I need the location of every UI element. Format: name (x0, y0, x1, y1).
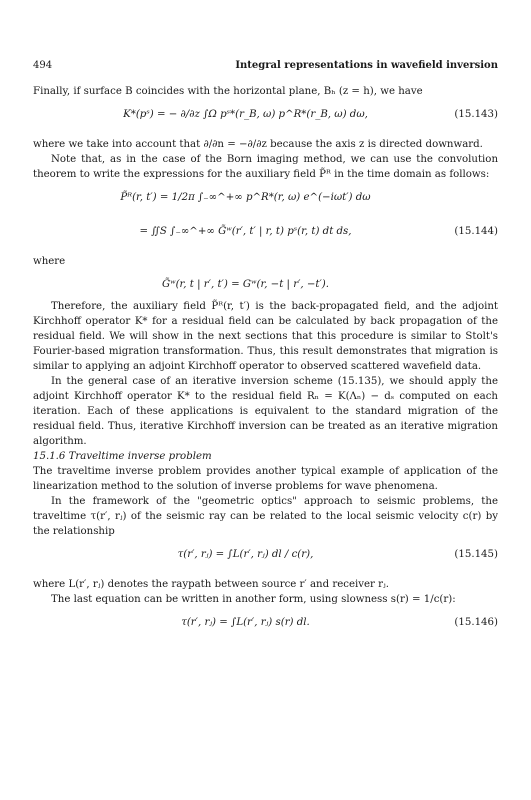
paragraph: The last equation can be written in another form, using slowness s(r) = 1/c(r): (51, 594, 456, 605)
equation-15-143 (33, 103, 498, 133)
equation-body: G̃ʷ(r, t | r′, t′) = Gʷ(r, −t | r′, −t′). (161, 279, 330, 290)
page-number: 494 (33, 60, 53, 71)
equation-15-144-line1 (33, 186, 498, 216)
equation-body: = ∬S ∫₋∞^+∞ G̃ʷ(r′, t′ | r, t) pˢ(r, t) dt ds, (139, 226, 352, 237)
paragraph: where we take into account that ∂/∂n = −∂/∂z because the axis z is directed downward. (33, 139, 483, 150)
running-header (33, 60, 498, 71)
equation-body: τ(r′, rⱼ) = ∫L(r′, rⱼ) s(r) dl. (181, 617, 310, 628)
equation-number: (15.144) (454, 226, 498, 237)
equation-number: (15.143) (454, 109, 498, 120)
paragraph: The traveltime inverse problem provides another typical example of application of the linearization method to the solution of inverse problems for wave phenomena. (33, 466, 498, 492)
equation-number: (15.146) (454, 617, 498, 628)
paragraph: where (33, 256, 66, 267)
equation-15-145 (33, 543, 498, 573)
equation-green-time-reversed (33, 273, 498, 295)
equation-body: K*(pˢ) = − ∂/∂z ∫Ω pˢ*(r_B, ω) p^R*(r_B, ω) dω, (123, 109, 368, 120)
equation-body: P̃ᴿ(r, t′) = 1/2π ∫₋∞^+∞ p^R*(r, ω) e^(−iωt′) dω (120, 192, 371, 203)
paragraph: Note that, as in the case of the Born imaging method, we can use the convolution theorem to write the expressions for the auxiliary field P̃ᴿ in the time domain as follows: (33, 154, 498, 180)
paragraph: where L(r′, rⱼ) denotes the raypath between source r′ and receiver rⱼ. (33, 579, 389, 590)
equation-number: (15.145) (454, 549, 498, 560)
equation-15-144-line2 (33, 220, 498, 250)
subsection-heading: 15.1.6 Traveltime inverse problem (33, 451, 212, 462)
equation-15-146 (33, 611, 498, 641)
page-body (33, 84, 498, 645)
paragraph: In the framework of the "geometric optics" approach to seismic problems, the traveltime τ(r′, rⱼ) of the seismic ray can be related to the local seismic velocity c(r) by the relationship (33, 496, 498, 537)
running-title: Integral representations in wavefield inversion (235, 60, 498, 71)
paragraph: Finally, if surface B coincides with the horizontal plane, Bₕ (z = h), we have (33, 86, 423, 97)
paragraph: In the general case of an iterative inversion scheme (15.135), we should apply the adjoint Kirchhoff operator K* to the residual field Rₙ = K(Λₙ) − dₛ computed on each iteration. Each of these applications is equivalent to the standard migration of the residual field. Thus, iterative Kirchhoff inversion can be treated as an iterative migration algorithm. (33, 376, 498, 447)
equation-body: τ(r′, rⱼ) = ∫L(r′, rⱼ) dl / c(r), (177, 549, 314, 560)
paragraph: Therefore, the auxiliary field P̃ᴿ(r, t′) is the back-propagated field, and the adjoint Kirchhoff operator K* for a residual field can be calculated by back propagation of the residual field. We will show in the next sections that this procedure is similar to Stolt's Fourier-based migration transformation. Thus, this result demonstrates that migration is similar to applying an adjoint Kirchhoff operator to observed scattered wavefield data. (33, 301, 498, 372)
